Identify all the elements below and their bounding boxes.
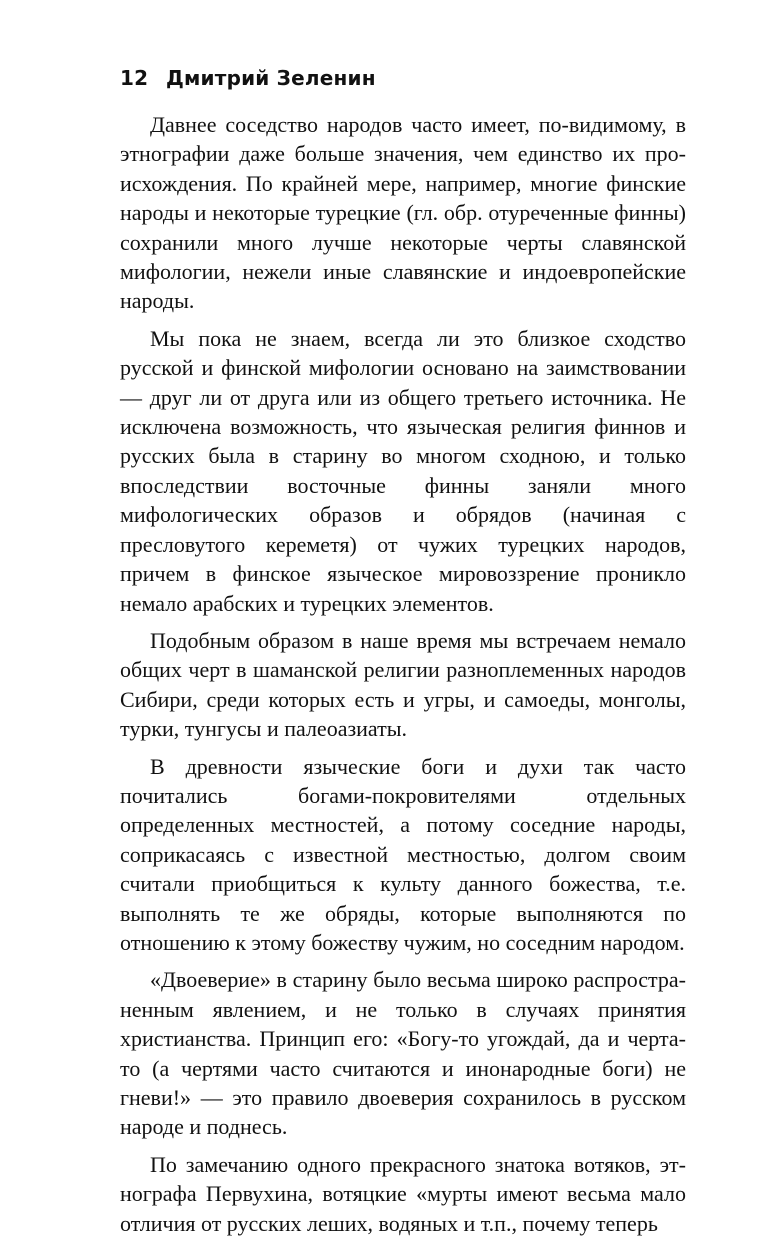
paragraph-2: Мы пока не знаем, всегда ли это близкое сходство русской и финской мифологии основано на заимствовании — друг ли от друга или из общего третьего источника. Не исключена возможность, что языческая религия финнов и русских была в старину во многом сходною, и только впоследствии восточные финны заняли много мифологических образов и обрядов (начиная с пресловутого кереметя) от чужих турецких народов, причем в финское языческое мировоззрение проникло немало арабских и турецких элементов. — [120, 325, 686, 616]
paragraph-4: В древности языческие боги и духи так часто почитались богами-покровителями отдельных определенных местностей, а потому соседние народы, соприкасаясь с известной местностью, долгом своим считали приобщиться к культу данного божества, т.е. выполнять те же обряды, которые выполняются по отношению к этому божеству чужим, но соседним народом. — [120, 753, 686, 955]
body-text — [120, 110, 686, 1246]
page-number: 12 — [120, 66, 149, 90]
running-head — [120, 66, 376, 90]
running-title: Дмитрий Зеленин — [166, 66, 376, 90]
paragraph-5: «Двоеверие» в старину было весьма широко распространенным явлением, и не только в случаях принятия христианства. Принцип его: «Богу-то угождай, да и черта-то (а чертями часто считаются и инонародные боги) не гневи!» — это правило двоеверия сохранилось в русском народе и поднесь. — [120, 967, 686, 1140]
paragraph-3: Подобным образом в наше время мы встречаем немало общих черт в шаманской религии разноплеменных народов Сибири, среди которых есть и угры, и самоеды, монголы, турки, тунгусы и палеоазиаты. — [120, 627, 686, 742]
paragraph-1: Давнее соседство народов часто имеет, по-видимому, в этнографии даже больше значения, чем единство их происхождения. По крайней мере, например, многие финские народы и некоторые турецкие (гл. обр. отуреченные финны) сохранили много лучше некоторые черты славянской мифологии, нежели иные славянские и индоевропейские народы. — [120, 112, 686, 314]
paragraph-6: По замечанию одного прекрасного знатока вотяков, этнографа Первухина, вотяцкие «мурты имеют весьма мало отличия от русских леших, водяных и т.п., почему теперь — [120, 1151, 686, 1236]
